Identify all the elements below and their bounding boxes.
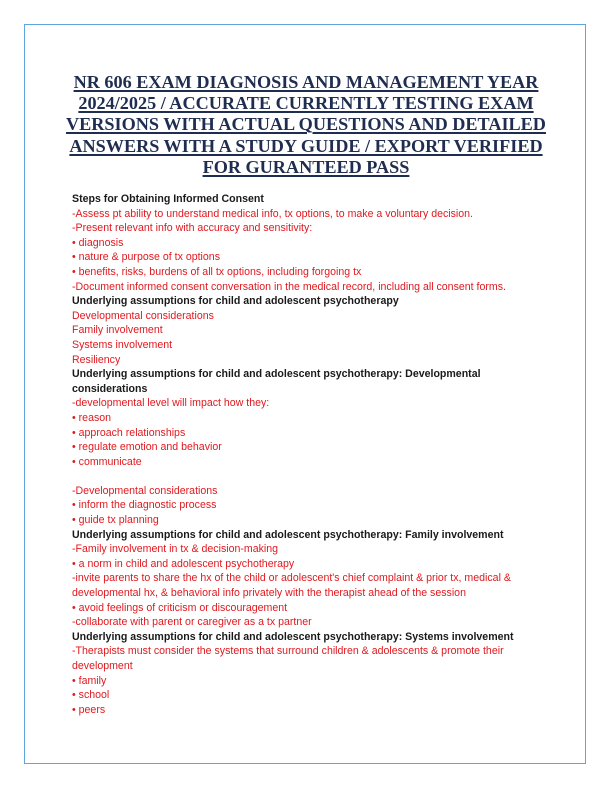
- bullet-item: • approach relationships: [72, 426, 186, 439]
- section-heading: Underlying assumptions for child and adolescent psychotherapy: Developmental considerations: [72, 368, 481, 395]
- bullet-item: • reason: [72, 411, 112, 424]
- bullet-item: • regulate emotion and behavior: [72, 441, 222, 454]
- bullet-item: • inform the diagnostic process: [72, 499, 217, 512]
- bullet-item: • family: [72, 674, 107, 687]
- section-line: -Therapists must consider the systems that surround children & adolescents & promote their development: [72, 645, 504, 672]
- section-line: Developmental considerations: [72, 309, 214, 322]
- section-heading: Underlying assumptions for child and adolescent psychotherapy: [72, 295, 399, 308]
- document-title: NR 606 EXAM DIAGNOSIS AND MANAGEMENT YEAR 2024/2025 / ACCURATE CURRENTLY TESTING EXAM VERSIONS WITH ACTUAL QUESTIONS AND DETAILED ANSWERS WITH A STUDY GUIDE / EXPORT VERIFIED FOR GURANTEED PASS: [66, 72, 546, 177]
- section-line: -Present relevant info with accuracy and sensitivity:: [72, 222, 313, 235]
- section-heading: Underlying assumptions for child and adolescent psychotherapy: Systems involvement: [72, 630, 514, 643]
- section-heading: Underlying assumptions for child and adolescent psychotherapy: Family involvement: [72, 528, 504, 541]
- section-line: -Document informed consent conversation in the medical record, including all consent forms.: [72, 280, 506, 293]
- bullet-item: • a norm in child and adolescent psychotherapy: [72, 557, 295, 570]
- bullet-item: • peers: [72, 703, 106, 716]
- section-line: -developmental level will impact how they:: [72, 397, 270, 410]
- section-line: -Assess pt ability to understand medical info, tx options, to make a voluntary decision.: [72, 207, 474, 220]
- bullet-item: • diagnosis: [72, 236, 124, 249]
- bullet-item: • guide tx planning: [72, 514, 159, 527]
- bullet-item: • school: [72, 689, 110, 702]
- bullet-item: • benefits, risks, burdens of all tx options, including forgoing tx: [72, 265, 362, 278]
- bullet-item: • avoid feelings of criticism or discouragement: [72, 601, 288, 614]
- section-line: Family involvement: [72, 324, 163, 337]
- bullet-item: • communicate: [72, 455, 142, 468]
- section-heading: Steps for Obtaining Informed Consent: [72, 193, 264, 205]
- section-line: -Family involvement in tx & decision-making: [72, 543, 279, 556]
- section-line: -collaborate with parent or caregiver as a tx partner: [72, 616, 312, 629]
- section-line: -Developmental considerations: [72, 484, 218, 497]
- document-body: [72, 192, 542, 717]
- bullet-item: • nature & purpose of tx options: [72, 251, 220, 264]
- section-line: -invite parents to share the hx of the child or adolescent's chief complaint & prior tx, medical & developmental hx, & behavioral info privately with the therapist ahead of the session: [72, 572, 511, 600]
- blank-line: [72, 469, 542, 484]
- section-line: Systems involvement: [72, 338, 173, 351]
- section-line: Resiliency: [72, 353, 121, 366]
